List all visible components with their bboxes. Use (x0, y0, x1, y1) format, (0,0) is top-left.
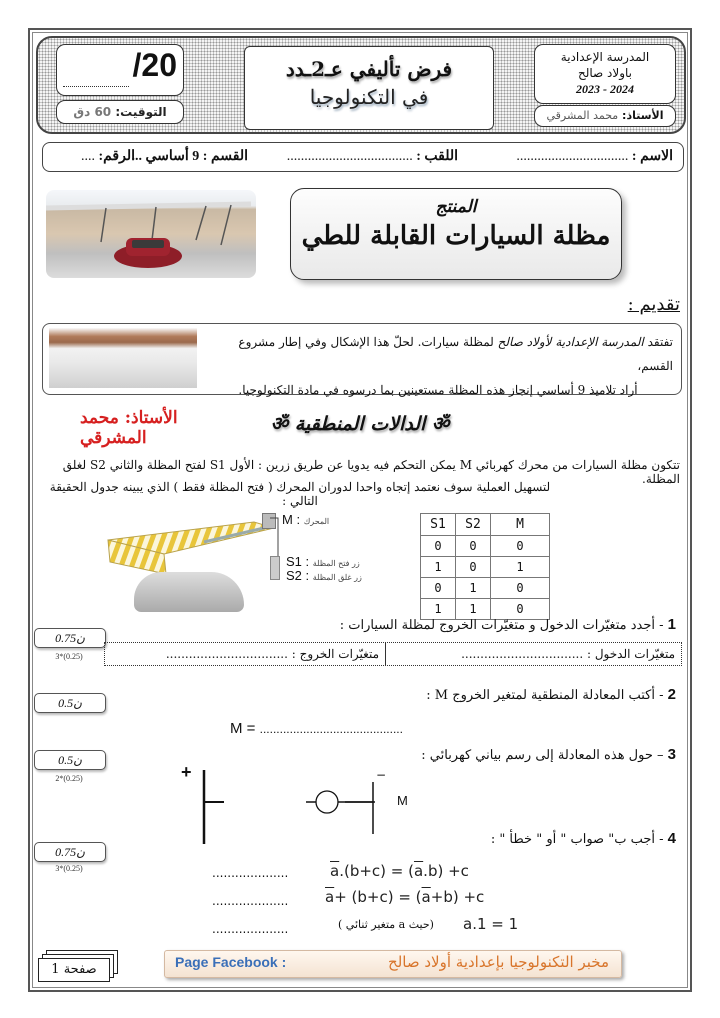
intro-box (42, 323, 682, 395)
equation-blank: ........................................... (259, 722, 403, 736)
outputs-value: ................................ (165, 647, 288, 661)
outputs-label: متغيّرات الخروج : (291, 647, 379, 661)
points-note: 2*(0.25) (55, 774, 83, 783)
question-4 (491, 830, 676, 847)
section-title (260, 410, 460, 436)
teacher-name: محمد المشرقي (546, 109, 619, 122)
cell: 0 (421, 578, 456, 599)
statement-part: .(b+c) = ( (339, 862, 414, 880)
question-text: - أكتب المعادلة المنطقية لمتغير الخروج M : (426, 688, 664, 703)
truth-table-header (421, 514, 550, 536)
cell: 1 (456, 578, 491, 599)
header-s1: S1 (421, 514, 456, 536)
facebook-ribbon[interactable] (164, 950, 622, 978)
problem-paragraph-1: تتكون مظلة السيارات من محرك كهربائي M يمكن التحكم فيه يدويا عن طريق زرين : الأول S1 لفتح المظلة والثاني S2 لغلق المظلة. (62, 458, 680, 486)
cell: 0 (456, 557, 491, 578)
answer-blank-1[interactable]: .................... (212, 866, 289, 880)
score-total: /20 (132, 47, 177, 83)
minus-sign: − (376, 768, 387, 782)
intro-heading-text: تقديم : (627, 294, 680, 315)
cell: 0 (421, 536, 456, 557)
points-badge: 0.75ن (34, 628, 106, 648)
duration-label: التوقيت: (115, 105, 167, 119)
a-bar: $\overline{a}$ (325, 888, 335, 906)
inputs-label: متغيّرات الدخول : (586, 647, 675, 661)
surname-value: .................................... (286, 149, 413, 164)
cell: 1 (421, 599, 456, 620)
teacher-box (534, 105, 676, 127)
product-title: مظلة السيارات القابلة للطي (301, 221, 611, 251)
number-label: الرقم: (98, 149, 135, 164)
answer-blank-3[interactable]: .................... (212, 922, 289, 936)
cell: 0 (491, 578, 550, 599)
header-m: M (491, 514, 550, 536)
name-value: ................................ (516, 149, 629, 164)
page-number: صفحة 1 (38, 958, 110, 982)
cell: 0 (456, 536, 491, 557)
school-name: المدرسة الإعدادية (560, 50, 650, 64)
output-variables-field[interactable] (105, 643, 385, 665)
truth-table (420, 513, 550, 620)
cell: 0 (491, 536, 550, 557)
product-label: المنتج (435, 197, 477, 217)
number-field[interactable] (81, 143, 135, 171)
inputs-value: ................................ (461, 647, 584, 661)
s1-label: زر فتح المظلة (312, 559, 360, 568)
surname-label: اللقب : (416, 149, 458, 164)
cell: 1 (491, 557, 550, 578)
a-bar: $\overline{a}$ (421, 888, 431, 906)
statement-part: +b) +c (430, 888, 485, 906)
student-info-row (42, 142, 684, 172)
question-text: – حول هذه المعادلة إلى رسم بياني كهربائي : (421, 748, 664, 763)
intro-line1-a: تفتقد (647, 335, 673, 349)
s1-legend (286, 554, 360, 569)
variables-answer-box (104, 642, 682, 666)
question-number: 3 (667, 746, 676, 763)
score-box (56, 44, 184, 96)
a-bar: $\overline{a}$ (413, 862, 424, 880)
question-number: 1 (667, 616, 676, 633)
intro-school-name: المدرسة الإعدادية لأولاد صالح (497, 335, 644, 349)
question-text: - أجب ب" صواب " أو " خطأ " : (490, 832, 664, 847)
class-field[interactable] (131, 143, 248, 171)
intro-heading (560, 294, 680, 315)
answer-blank-2[interactable]: .................... (212, 894, 289, 908)
class-value: 9 أساسي ... (131, 149, 200, 164)
plus-sign: + (181, 762, 192, 782)
exam-title-box (244, 46, 494, 130)
boolean-statement-1 (330, 862, 469, 880)
table-row (421, 578, 550, 599)
awning-illustration (104, 518, 274, 574)
name-field[interactable] (516, 143, 673, 171)
teacher-label: الأستاذ: (622, 109, 664, 122)
points-badge: 0.75ن (34, 842, 106, 862)
motor-label: المحرك (303, 517, 330, 526)
number-value: .... (80, 149, 95, 164)
problem-paragraph-2: لتسهيل العملية سوف نعتمد إتجاه واحدا لدوران المحرك ( فتح المظلة فقط ) الذي يبينه جدول الحقيقة التالي : (49, 480, 551, 508)
facebook-page-name: مخبر التكنولوجيا بإعدادية أولاد صالح (388, 953, 609, 971)
duration-value: 60 دق (73, 105, 112, 119)
equation-answer[interactable] (230, 720, 403, 737)
intro-text (203, 330, 673, 402)
table-row (421, 557, 550, 578)
surname-field[interactable] (287, 143, 458, 171)
points-note: 3*(0.25) (55, 864, 83, 873)
school-year: 2024 - 2023 (576, 82, 634, 96)
teacher-signature: الأستاذ: محمد المشرقي (80, 408, 178, 448)
motor-symbol-label: M (397, 793, 408, 808)
duration-box (56, 100, 184, 124)
exam-subject: في التكنولوجيا (309, 85, 429, 109)
table-row (421, 536, 550, 557)
points-badge: 0.5ن (34, 693, 106, 713)
school-building-photo (49, 328, 197, 388)
facebook-label: Page Facebook : (175, 954, 287, 970)
product-box (290, 188, 622, 280)
motor-symbol (316, 791, 338, 813)
question-number: 4 (667, 830, 676, 847)
cell: 0 (491, 599, 550, 620)
intro-line1-b: لمظلة سيارات. لحلّ هذا الإشكال وفي إطار مشروع القسم، (238, 335, 673, 373)
boolean-statement-2 (325, 888, 484, 906)
statement-3-note: (حيث a متغير ثنائي ) (338, 918, 434, 931)
remote-control-icon (270, 556, 280, 580)
carport-photo (46, 190, 256, 278)
school-town: باولاد صالح (577, 66, 633, 80)
s2-label: زر غلق المظلة (312, 573, 362, 582)
school-box (534, 44, 676, 104)
motor-legend (282, 512, 329, 527)
name-label: الاسم : (631, 149, 673, 164)
question-2 (426, 686, 676, 703)
s2-legend (286, 568, 362, 583)
carport-illustration (46, 190, 256, 278)
flourish-icon: ॐ (425, 413, 450, 435)
s2-code: S2 : (286, 568, 310, 583)
s1-code: S1 : (286, 554, 310, 569)
question-number: 2 (667, 686, 676, 703)
equation-prefix: M = (230, 720, 256, 737)
statement-part: + (b+c) = ( (334, 888, 422, 906)
score-blank[interactable] (63, 86, 129, 87)
points-note: 3*(0.25) (55, 652, 83, 661)
statement-part: .b) +c (423, 862, 469, 880)
question-text: - أجدد متغيّرات الدخول و متغيّرات الخروج لمظلة السيارات : (339, 618, 664, 633)
car-icon (134, 572, 244, 612)
motor-code: M : (282, 512, 301, 527)
exam-title: فرض تأليفي عـ2ـدد (285, 57, 453, 81)
a-bar: $\overline{a}$ (330, 862, 340, 880)
class-label: القسم : (202, 149, 248, 164)
header-s2: S2 (456, 514, 491, 536)
cell: 1 (456, 599, 491, 620)
cell: 1 (421, 557, 456, 578)
flourish-icon: ॐ (270, 413, 295, 435)
intro-line2: أراد تلاميذ 9 أساسي إنجاز هذه المظلة مستعينين بما درسوه في مادة التكنولوجيا. (238, 383, 638, 397)
question-1 (340, 616, 676, 633)
points-badge: 0.5ن (34, 750, 106, 770)
section-title-text: الدالات المنطقية (294, 413, 426, 435)
page-frame (28, 28, 692, 992)
question-3 (421, 746, 676, 763)
boolean-statement-3: a.1 = 1 (463, 915, 519, 933)
input-variables-field[interactable] (385, 643, 681, 665)
